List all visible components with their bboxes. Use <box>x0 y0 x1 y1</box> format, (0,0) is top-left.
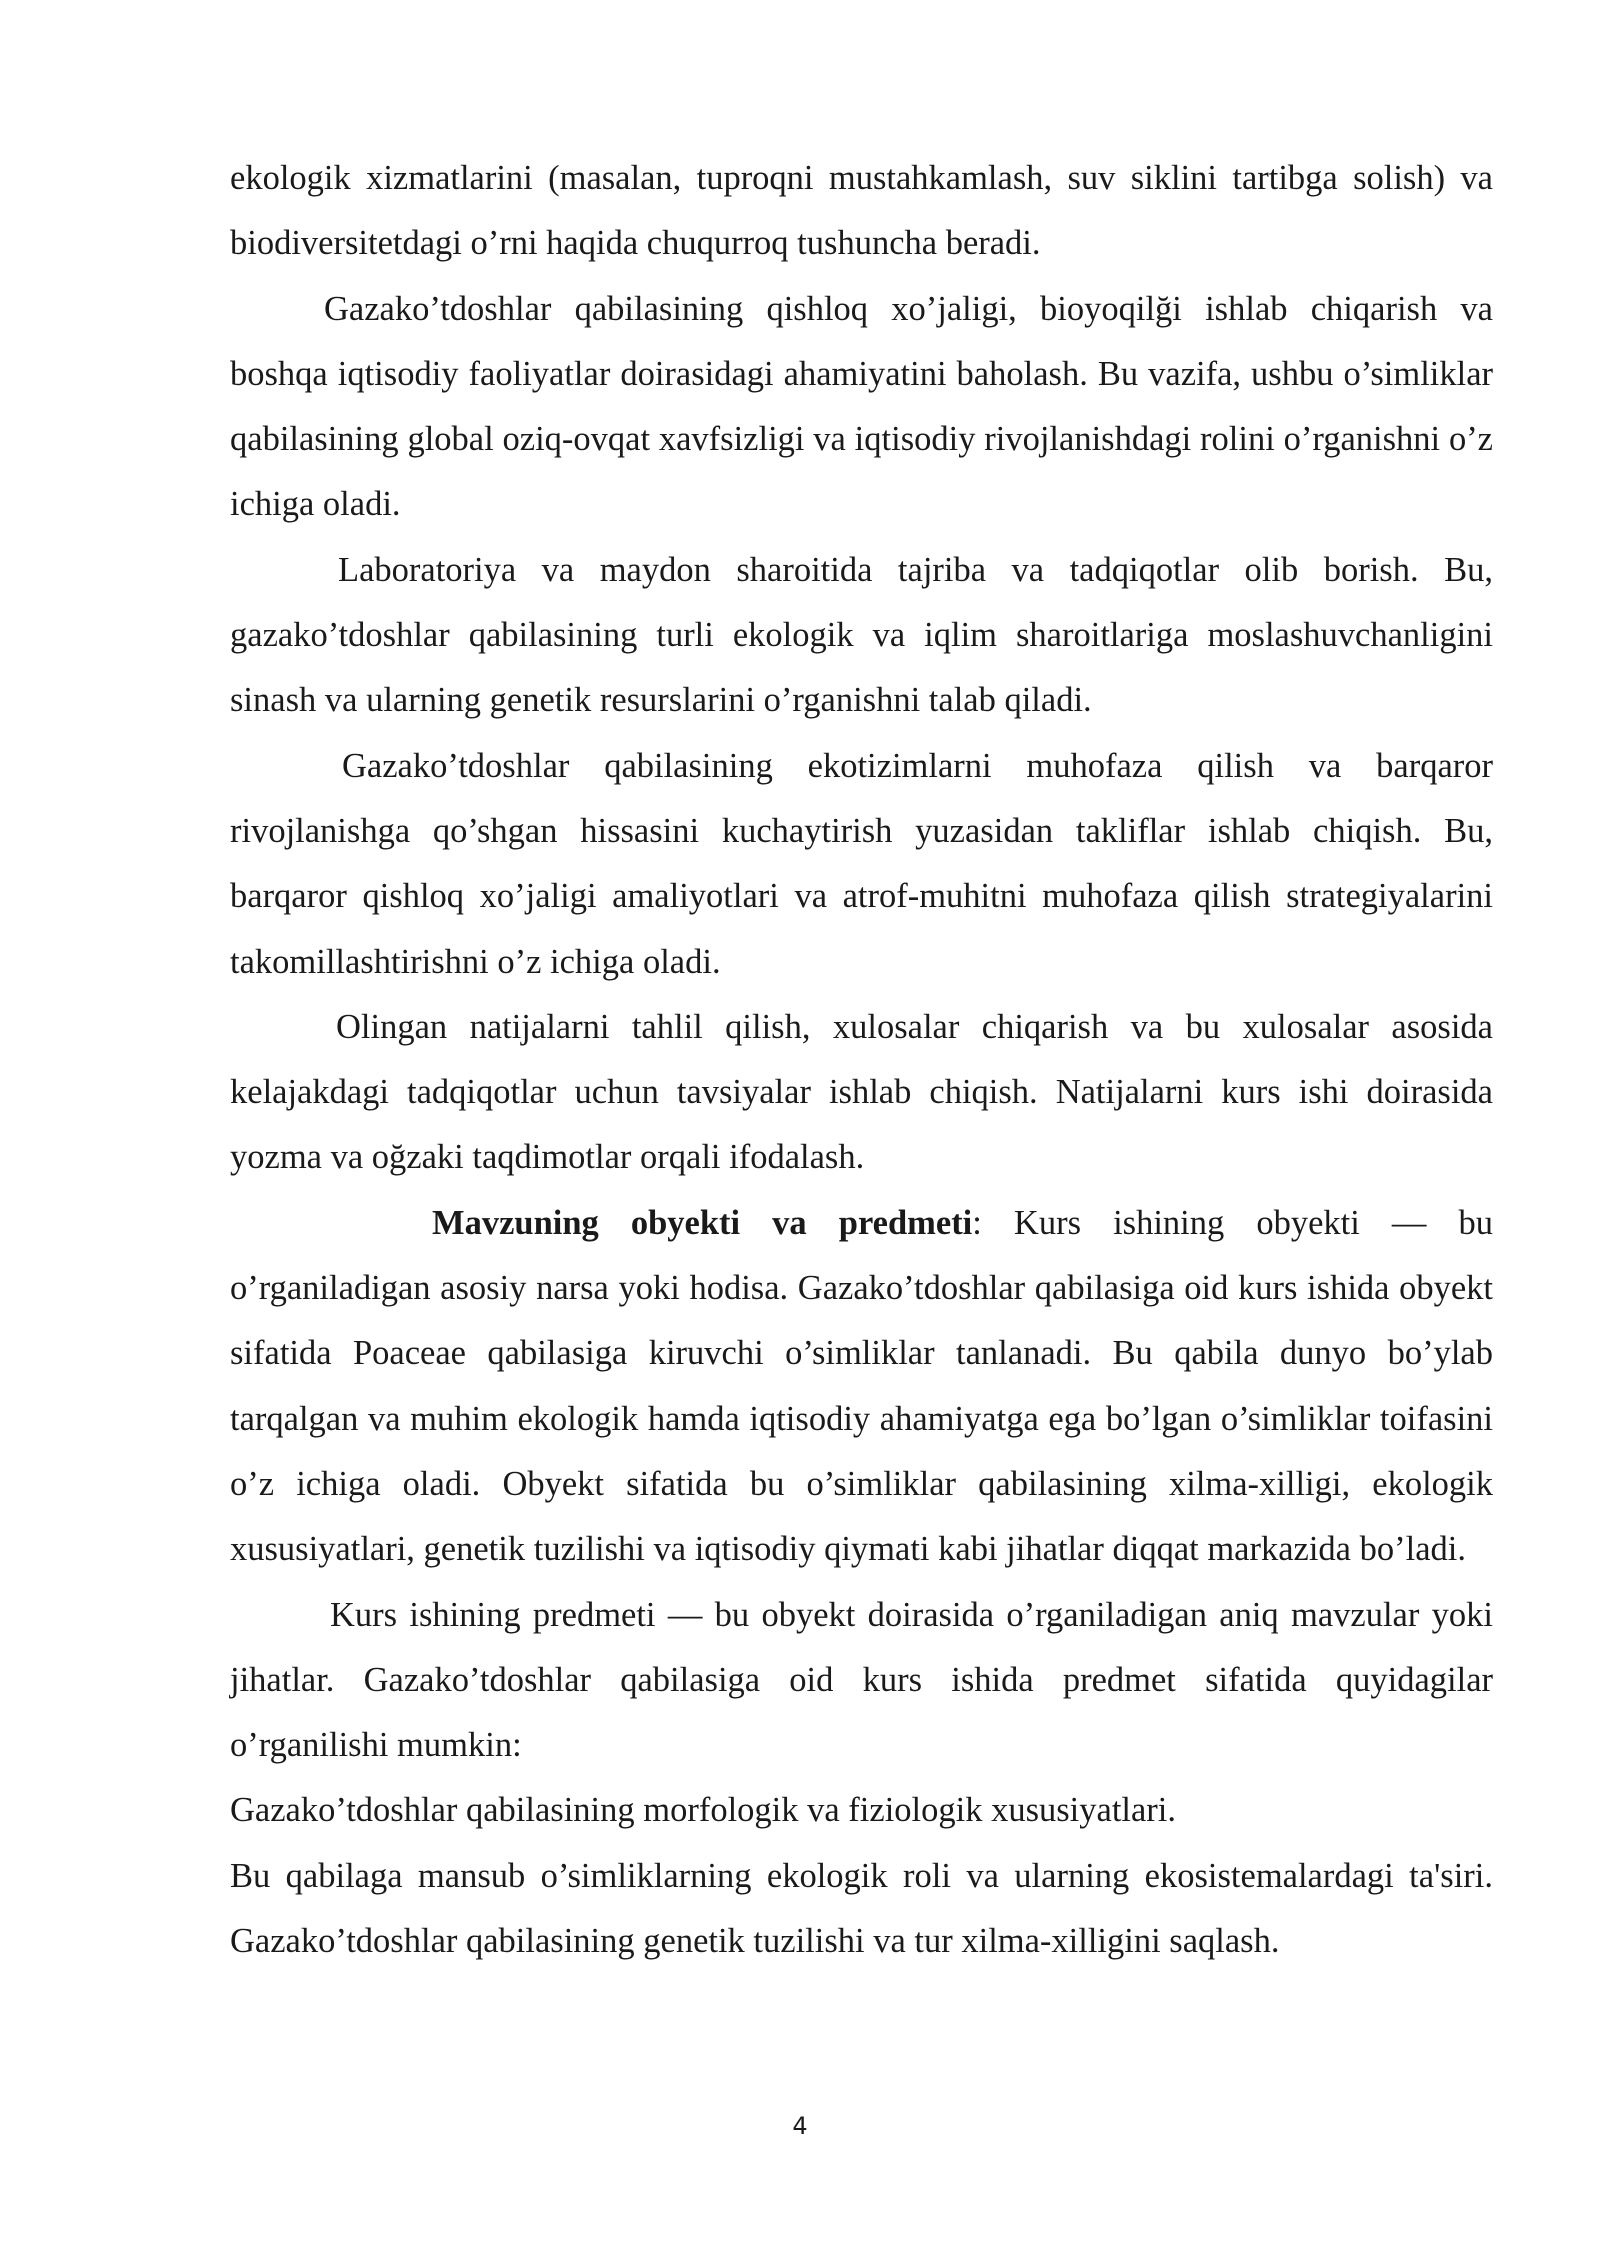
list-line-morphology: Gazako’tdoshlar qabilasining morfologik va fiziologik xususiyatlari. <box>230 1791 1177 1830</box>
paragraph-subject-definition: Kurs ishining predmeti — bu obyekt doirasida o’rganiladigan aniq mavzular yoki jihatlar. Gazako’tdoshlar qabilasiga oid kurs ishida predmet sifatida quyidagilar o’rganilishi mumkin: <box>230 1595 1493 1765</box>
paragraph-laboratory-research: Laboratoriya va maydon sharoitida tajriba va tadqiqotlar olib borish. Bu, gazako’tdoshlar qabilasining turli ekologik va iqlim sharoitlariga moslashuvchanligini sinash va ularning genetik resurslarini o’rganishni talab qiladi. <box>230 550 1493 720</box>
page-number: 4 <box>792 2112 808 2140</box>
paragraph-economic-importance: Gazako’tdoshlar qabilasining qishloq xo’jaligi, bioyoqilği ishlab chiqarish va boshqa iqtisodiy faoliyatlar doirasidagi ahamiyatini baholash. Bu vazifa, ushbu o’simliklar qabilasining global oziq-ovqat xavfsizligi va iqtisodiy rivojlanishdagi rolini o’rganishni o’z ichiga oladi. <box>230 289 1493 524</box>
document-body <box>230 146 1493 1974</box>
paragraph-ecosystem-services: ekologik xizmatlarini (masalan, tuproqni mustahkamlash, suv siklini tartibga solish) va biodiversitetdagi o’rni haqida chuqurroq tushuncha beradi. <box>230 159 1493 263</box>
paragraph-object-and-subject <box>230 1191 1493 1583</box>
paragraph-results-analysis: Olingan natijalarni tahlil qilish, xulosalar chiqarish va bu xulosalar asosida kelajakdagi tadqiqotlar uchun tavsiyalar ishlab chiqish. Natijalarni kurs ishi doirasida yozma va oğzaki taqdimotlar orqali ifodalash. <box>230 1007 1493 1177</box>
list-line-ecological-role: Bu qabilaga mansub o’simliklarning ekologik roli va ularning ekosistemalardagi ta'siri. Gazako’tdoshlar qabilasining genetik tuzilishi va tur xilma-xilligini saqlash. <box>230 1856 1493 1961</box>
paragraph-ecosystem-protection: Gazako’tdoshlar qabilasining ekotizimlarni muhofaza qilish va barqaror rivojlanishga qo’shgan hissasini kuchaytirish yuzasidan takliflar ishlab chiqish. Bu, barqaror qishloq xo’jaligi amaliyotlari va atrof-muhitni muhofaza qilish strategiyalarini takomillashtirishni o’z ichiga oladi. <box>230 746 1493 981</box>
object-definition-text: : Kurs ishining obyekti — bu o’rganiladigan asosiy narsa yoki hodisa. Gazako’tdoshlar qabilasiga oid kurs ishida obyekt sifatida Poaceae qabilasiga kiruvchi o’simliklar tanlanadi. Bu qabila dunyo bo’ylab tarqalgan va muhim ekologik hamda iqtisodiy ahamiyatga ega bo’lgan o’simliklar toifasini o’z ichiga oladi. Obyekt sifatida bu o’simliklar qabilasining xilma-xilligi, ekologik xususiyatlari, genetik tuzilishi va iqtisodiy qiymati kabi jihatlar diqqat markazida bo’ladi. <box>230 1203 1493 1569</box>
section-heading-object-subject: Mavzuning obyekti va predmeti <box>432 1203 973 1242</box>
